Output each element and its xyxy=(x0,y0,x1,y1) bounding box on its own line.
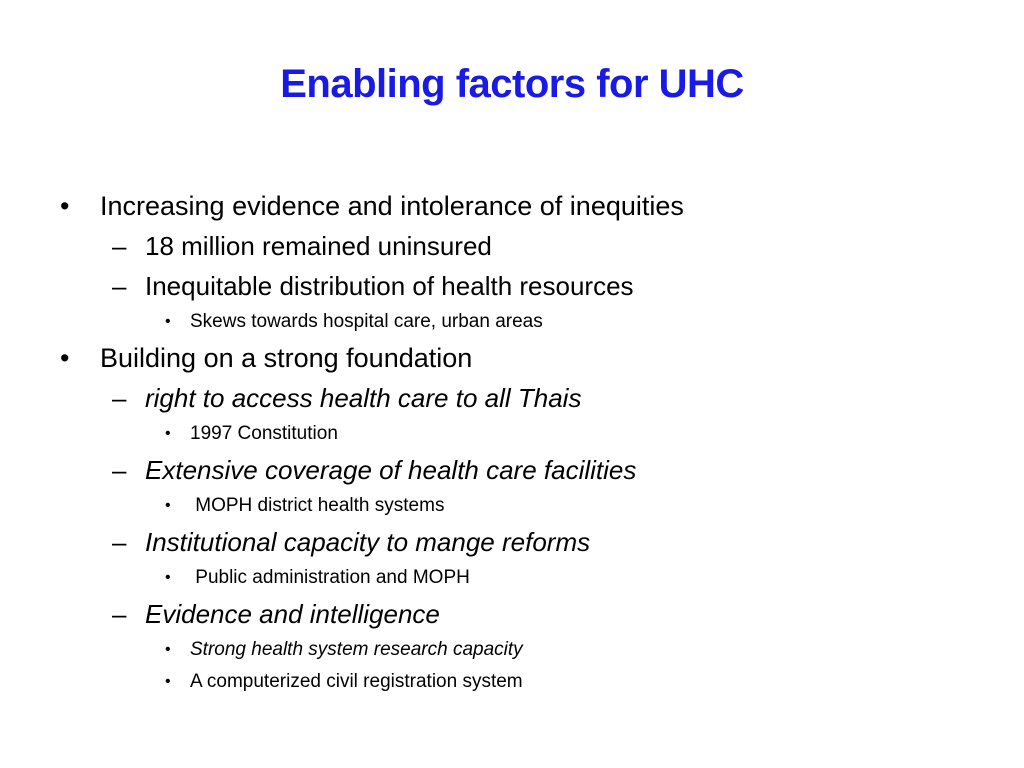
bullet-icon: • xyxy=(165,641,171,658)
bullet-item-l3 xyxy=(0,490,1024,522)
bullet-text: 18 million remained uninsured xyxy=(145,231,492,261)
bullet-text: Strong health system research capacity xyxy=(190,639,523,660)
bullet-item-l2 xyxy=(0,266,1024,306)
bullet-icon: • xyxy=(165,569,171,586)
bullet-text: Skews towards hospital care, urban areas xyxy=(190,311,543,332)
bullet-item-l3 xyxy=(0,418,1024,450)
bullet-list xyxy=(0,186,1024,698)
bullet-icon: • xyxy=(60,191,70,221)
bullet-text: 1997 Constitution xyxy=(190,423,338,444)
bullet-text: Building on a strong foundation xyxy=(100,343,473,373)
bullet-text: Inequitable distribution of health resources xyxy=(145,271,634,301)
bullet-item-l3 xyxy=(0,306,1024,338)
bullet-text: Evidence and intelligence xyxy=(145,599,440,629)
bullet-text: Increasing evidence and intolerance of inequities xyxy=(100,191,684,221)
dash-icon: – xyxy=(112,599,127,629)
dash-icon: – xyxy=(112,383,127,413)
dash-icon: – xyxy=(112,231,127,261)
bullet-text: right to access health care to all Thais xyxy=(145,383,582,413)
bullet-item-l2 xyxy=(0,378,1024,418)
bullet-item-l3 xyxy=(0,634,1024,666)
bullet-icon: • xyxy=(165,313,171,330)
dash-icon: – xyxy=(112,271,127,301)
bullet-item-l2 xyxy=(0,450,1024,490)
bullet-icon: • xyxy=(165,425,171,442)
bullet-icon: • xyxy=(60,343,70,373)
dash-icon: – xyxy=(112,455,127,485)
bullet-item-l1 xyxy=(0,338,1024,378)
bullet-item-l2 xyxy=(0,522,1024,562)
bullet-item-l3 xyxy=(0,666,1024,698)
bullet-item-l2 xyxy=(0,226,1024,266)
bullet-icon: • xyxy=(165,673,171,690)
bullet-item-l1 xyxy=(0,186,1024,226)
dash-icon: – xyxy=(112,527,127,557)
bullet-text: MOPH district health systems xyxy=(190,495,445,516)
bullet-text: A computerized civil registration system xyxy=(190,671,523,692)
bullet-text: Institutional capacity to mange reforms xyxy=(145,527,591,557)
bullet-text: Extensive coverage of health care facilities xyxy=(145,455,637,485)
slide-title: Enabling factors for UHC xyxy=(280,62,744,106)
bullet-text: Public administration and MOPH xyxy=(190,567,470,588)
bullet-icon: • xyxy=(165,497,171,514)
bullet-item-l2 xyxy=(0,594,1024,634)
bullet-item-l3 xyxy=(0,562,1024,594)
